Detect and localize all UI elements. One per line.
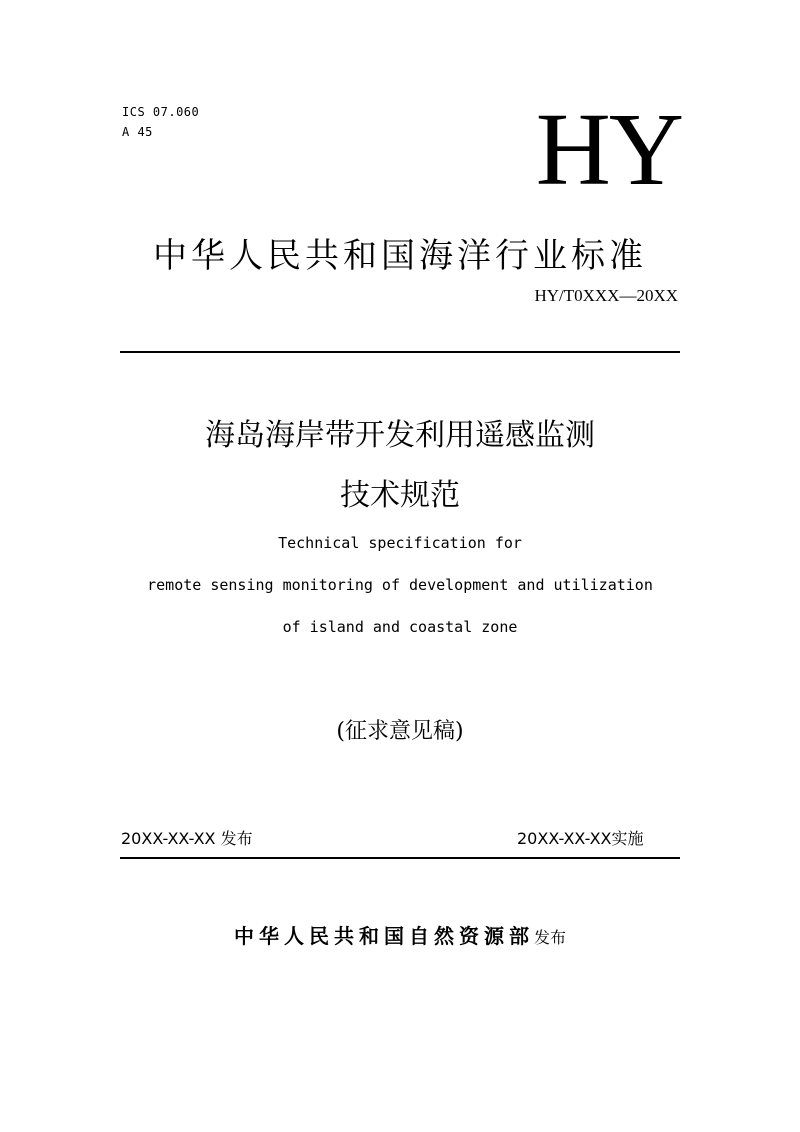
ics-code-block bbox=[122, 102, 199, 142]
english-title-line3: of island and coastal zone bbox=[282, 618, 518, 636]
publisher-line bbox=[0, 920, 800, 949]
implement-date: 20XX-XX-XX实施 bbox=[517, 829, 644, 848]
ics-code: ICS 07.060 bbox=[122, 105, 200, 119]
standard-code: HY/T0XXX—20XX bbox=[534, 286, 678, 305]
top-divider bbox=[120, 351, 680, 353]
publish-date: 20XX-XX-XX 发布 bbox=[121, 829, 253, 848]
publisher-org: 中华人民共和国自然资源部 bbox=[233, 924, 534, 948]
standard-title: 中华人民共和国海洋行业标准 bbox=[153, 236, 647, 276]
publisher-action: 发布 bbox=[533, 928, 566, 947]
hy-logo: HY bbox=[535, 92, 682, 207]
document-title-line2: 技术规范 bbox=[340, 478, 460, 513]
draft-note: (征求意见稿) bbox=[336, 719, 464, 744]
document-title-line1: 海岛海岸带开发利用遥感监测 bbox=[205, 418, 595, 453]
english-title-line1: Technical specification for bbox=[278, 534, 522, 552]
english-title-line2: remote sensing monitoring of development and utilization bbox=[147, 576, 653, 594]
classification-code: A 45 bbox=[122, 125, 153, 139]
bottom-divider bbox=[120, 857, 680, 859]
